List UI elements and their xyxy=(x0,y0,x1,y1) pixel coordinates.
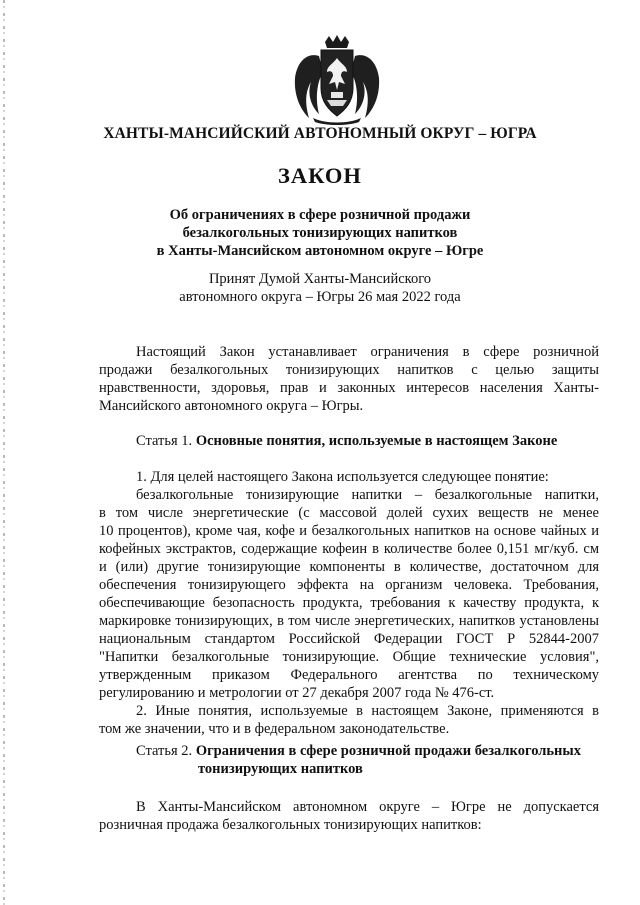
article-1-heading xyxy=(136,432,606,450)
article-2-line: В Ханты-Мансийском автономном округе – Югре не допускается xyxy=(136,799,599,815)
region-heading: ХАНТЫ-МАНСИЙСКИЙ АВТОНОМНЫЙ ОКРУГ – ЮГРА xyxy=(103,125,537,142)
definition-line: 10 процентов), кроме чая, кофе и безалкогольных напитков на основе чайных и xyxy=(99,523,599,539)
article-1-body xyxy=(99,468,599,738)
definition-line: регулированию и метрологии от 27 декабря 2007 года № 476-ст. xyxy=(99,685,495,701)
article-2-body xyxy=(99,798,599,834)
article-2-title-continued: тонизирующих напитков xyxy=(198,761,363,777)
definition-line: кофейных экстрактов, содержащие кофеин в количестве более 0,151 мг/куб. см xyxy=(99,541,599,557)
definition-line: обеспечивающие безопасность продукта, требования к качеству продукта, к xyxy=(99,595,599,611)
law-title-line: в Ханты-Мансийском автономном округе – Югре xyxy=(156,243,484,259)
article-2-prefix: Статья 2. xyxy=(136,743,193,759)
preamble-line: нравственности, здоровья, прав и законных интересов населения Ханты- xyxy=(99,380,599,396)
preamble-line: продажи безалкогольных тонизирующих напитков с целью защиты xyxy=(99,362,599,378)
preamble-line: Настоящий Закон устанавливает ограничения в сфере розничной xyxy=(136,344,599,360)
adoption-note xyxy=(0,270,640,306)
law-title xyxy=(0,206,640,260)
article-1-prefix: Статья 1. xyxy=(136,433,193,449)
definition-line: национальным стандартом Российской Федерации ГОСТ Р 52844-2007 xyxy=(99,631,599,647)
definition-line: утвержденным приказом Федерального агентства по техническому xyxy=(99,667,599,683)
definition-line: маркировке тонизирующих, в том числе энергетических, напитков установлены xyxy=(99,613,599,629)
article-1-point-2-line: 2. Иные понятия, используемые в настоящем Законе, применяются в xyxy=(136,703,599,719)
article-1-point-1: 1. Для целей настоящего Закона используется следующее понятие: xyxy=(136,469,549,485)
coat-of-arms-icon xyxy=(289,34,385,126)
document-type: ЗАКОН xyxy=(278,163,362,188)
article-2-line: розничная продажа безалкогольных тонизирующих напитков: xyxy=(99,817,482,833)
preamble-line: Мансийского автономного округа – Югры. xyxy=(99,398,364,414)
law-title-line: безалкогольных тонизирующих напитков xyxy=(182,225,458,241)
definition-line: безалкогольные тонизирующие напитки – безалкогольные напитки, xyxy=(136,487,599,503)
adoption-line: автономного округа – Югры 26 мая 2022 года xyxy=(179,289,461,305)
article-1-title: Основные понятия, используемые в настоящем Законе xyxy=(195,433,558,449)
definition-line: и (или) другие тонизирующие компоненты в количестве, достаточном для xyxy=(99,559,599,575)
definition-line: в том числе энергетические (с массовой долей сухих веществ не менее xyxy=(99,505,599,521)
article-1-point-2-line: том же значении, что и в федеральном законодательстве. xyxy=(99,721,450,737)
adoption-line: Принят Думой Ханты-Мансийского xyxy=(208,271,432,287)
definition-line: обеспечения тонизирующего эффекта на организм человека. Требования, xyxy=(99,577,599,593)
preamble xyxy=(99,343,599,415)
law-title-line: Об ограничениях в сфере розничной продажи xyxy=(169,207,471,223)
article-2-heading xyxy=(136,742,606,778)
article-2-title: Ограничения в сфере розничной продажи безалкогольных xyxy=(195,743,581,759)
definition-line: "Напитки безалкогольные тонизирующие. Общие технические условия", xyxy=(99,649,599,665)
